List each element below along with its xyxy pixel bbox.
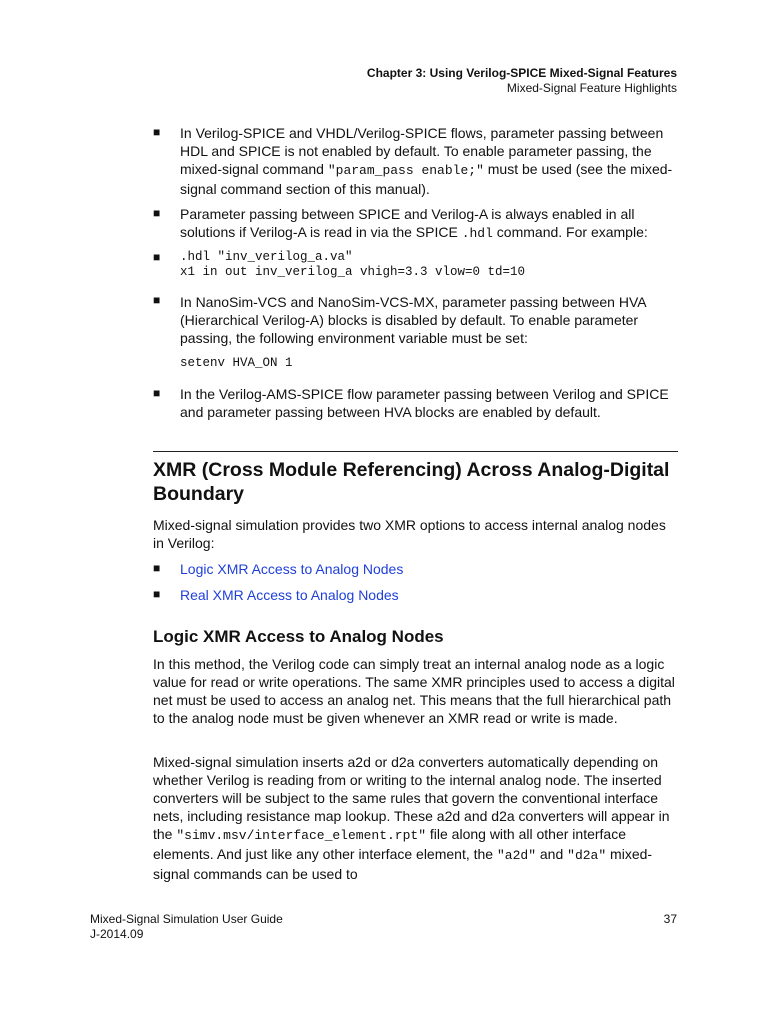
bullet-icon: ■ [153,386,161,400]
bullet-icon: ■ [153,561,161,575]
list-item: In Verilog-SPICE and VHDL/Verilog-SPICE flows, parameter passing between HDL and SPICE is not enabled by default. To enable parameter passing, the mixed-signal command "param_pass enable;" must be used (see the mixed-signal command section of this manual). [180,125,673,197]
page-number: 37 [663,912,677,926]
running-header-section: Mixed-Signal Feature Highlights [506,81,677,95]
section-divider [153,451,678,452]
bullet-icon: ■ [153,206,161,220]
link-real-xmr[interactable]: Real XMR Access to Analog Nodes [180,587,399,603]
bullet-icon: ■ [153,250,161,264]
code-example: setenv HVA_ON 1 [180,356,293,370]
section-heading: XMR (Cross Module Referencing) Across Analog-Digital Boundary [153,459,670,505]
code-example: .hdl "inv_verilog_a.va" x1 in out inv_verilog_a vhigh=3.3 vlow=0 td=10 [180,250,526,279]
paragraph: Mixed-signal simulation inserts a2d or d2a converters automatically depending on whether Verilog is reading from or writing to the internal analog node. The inserted converters will be subject to the same rules that govern the conventional interface nets, including resistance map lookup. These a2d and d2a converters will appear in the "simv.msv/interface_element.rpt" file along with all other interface elements. And just like any other interface element, the "a2d" and "d2a" mixed-signal commands can be used to [153,754,670,882]
footer-title: Mixed-Signal Simulation User Guide J-2014.09 [90,912,283,941]
bullet-icon: ■ [153,587,161,601]
subsection-heading: Logic XMR Access to Analog Nodes [153,627,444,646]
bullet-icon: ■ [153,125,161,139]
running-header-chapter: Chapter 3: Using Verilog-SPICE Mixed-Signal Features [366,66,677,80]
bullet-icon: ■ [153,293,161,307]
footer-version: J-2014.09 [90,927,144,941]
list-item: In the Verilog-AMS-SPICE flow parameter passing between Verilog and SPICE and parameter passing between HVA blocks are enabled by default. [180,386,669,420]
paragraph: In this method, the Verilog code can simply treat an internal analog node as a logic value for read or write operations. The same XMR principles used to access a digital net must be used to access an analog net. This means that the full hierarchical path to the analog node must be given whenever an XMR read or write is made. [153,656,675,726]
link-logic-xmr[interactable]: Logic XMR Access to Analog Nodes [180,561,404,577]
list-item: In NanoSim-VCS and NanoSim-VCS-MX, parameter passing between HVA (Hierarchical Verilog-A) blocks is disabled by default. To enable parameter passing, the following environment variable must be set: [180,294,646,346]
section-intro: Mixed-signal simulation provides two XMR options to access internal analog nodes in Verilog: [153,517,666,551]
list-item: Parameter passing between SPICE and Verilog-A is always enabled in all solutions if Verilog-A is read in via the SPICE .hdl command. For example: [180,206,648,241]
